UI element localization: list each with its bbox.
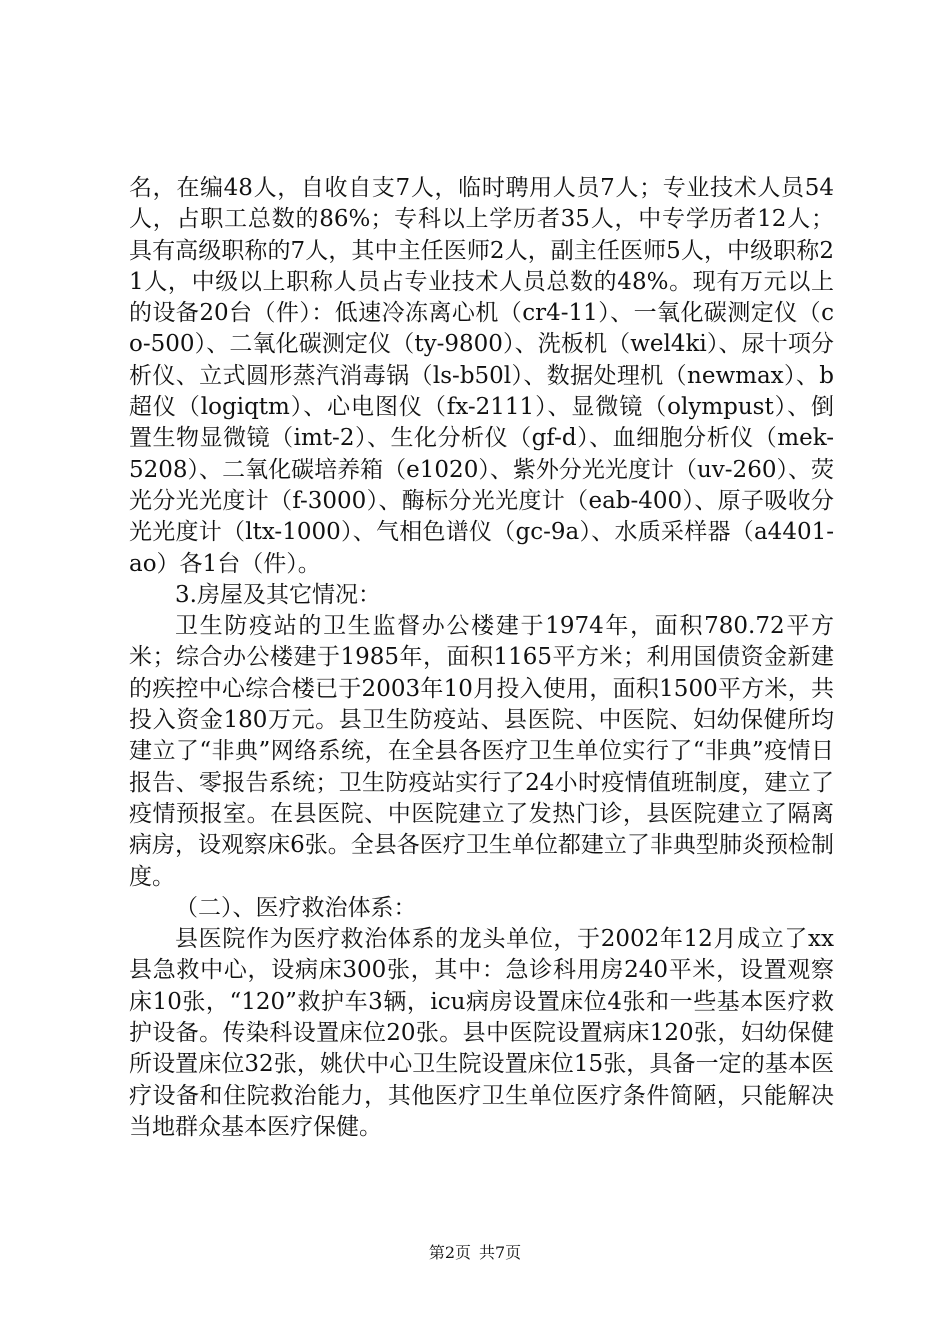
paragraph-staff-equipment: 名，在编48人，自收自支7人，临时聘用人员7人；专业技术人员54人，占职工总数的86%；专科以上学历者35人，中专学历者12人；具有高级职称的7人，其中主任医师2人，副主任医师5人，中级职称21人，中级以上职称人员占专业技术人员总数的48%。现有万元以上的设备20台（件）：低速冷冻离心机（cr4-11）、一氧化碳测定仪（co-500）、二氧化碳测定仪（ty-9800）、洗板机（wel4ki）、尿十项分析仪、立式圆形蒸汽消毒锅（ls-b50l）、数据处理机（newmax）、b超仪（logiqtm）、心电图仪（fx-2111）、显微镜（olympust）、倒置生物显微镜（imt-2）、生化分析仪（gf-d）、血细胞分析仪（mek-5208）、二氧化碳培养箱（e1020）、紫外分光光度计（uv-260）、荧光分光光度计（f-3000）、酶标分光光度计（eab-400）、原子吸收分光光度计（ltx-1000）、气相色谱仪（gc-9a）、水质采样器（a4401-ao）各1台（件）。: [129, 175, 834, 577]
page-total: 共7页: [479, 1243, 522, 1262]
page-number: 第2页: [428, 1243, 471, 1262]
page-footer: [0, 1243, 950, 1263]
document-body: [129, 173, 834, 1143]
section-heading-housing: 3.房屋及其它情况：: [175, 581, 381, 608]
paragraph-medical-treatment: 县医院作为医疗救治体系的龙头单位，于2002年12月成立了xx县急救中心，设病床300张，其中：急诊科用房240平米，设置观察床10张，“120”救护车3辆，icu病房设置床位4张和一些基本医疗救护设备。传染科设置床位20张。县中医院设置病床120张，妇幼保健所设置床位32张，姚伏中心卫生院设置床位15张，具备一定的基本医疗设备和住院救治能力，其他医疗卫生单位医疗条件简陋，只能解决当地群众基本医疗保健。: [129, 926, 834, 1140]
paragraph-housing: 卫生防疫站的卫生监督办公楼建于1974年，面积780.72平方米；综合办公楼建于1985年，面积1165平方米；利用国债资金新建的疾控中心综合楼已于2003年10月投入使用，面积1500平方米，共投入资金180万元。县卫生防疫站、县医院、中医院、妇幼保健所均建立了“非典”网络系统，在全县各医疗卫生单位实行了“非典”疫情日报告、零报告系统；卫生防疫站实行了24小时疫情值班制度，建立了疫情预报室。在县医院、中医院建立了发热门诊，县医院建立了隔离病房，设观察床6张。全县各医疗卫生单位都建立了非典型肺炎预检制度。: [129, 613, 834, 890]
section-heading-medical-treatment: （二）、医疗救治体系：: [175, 894, 417, 921]
